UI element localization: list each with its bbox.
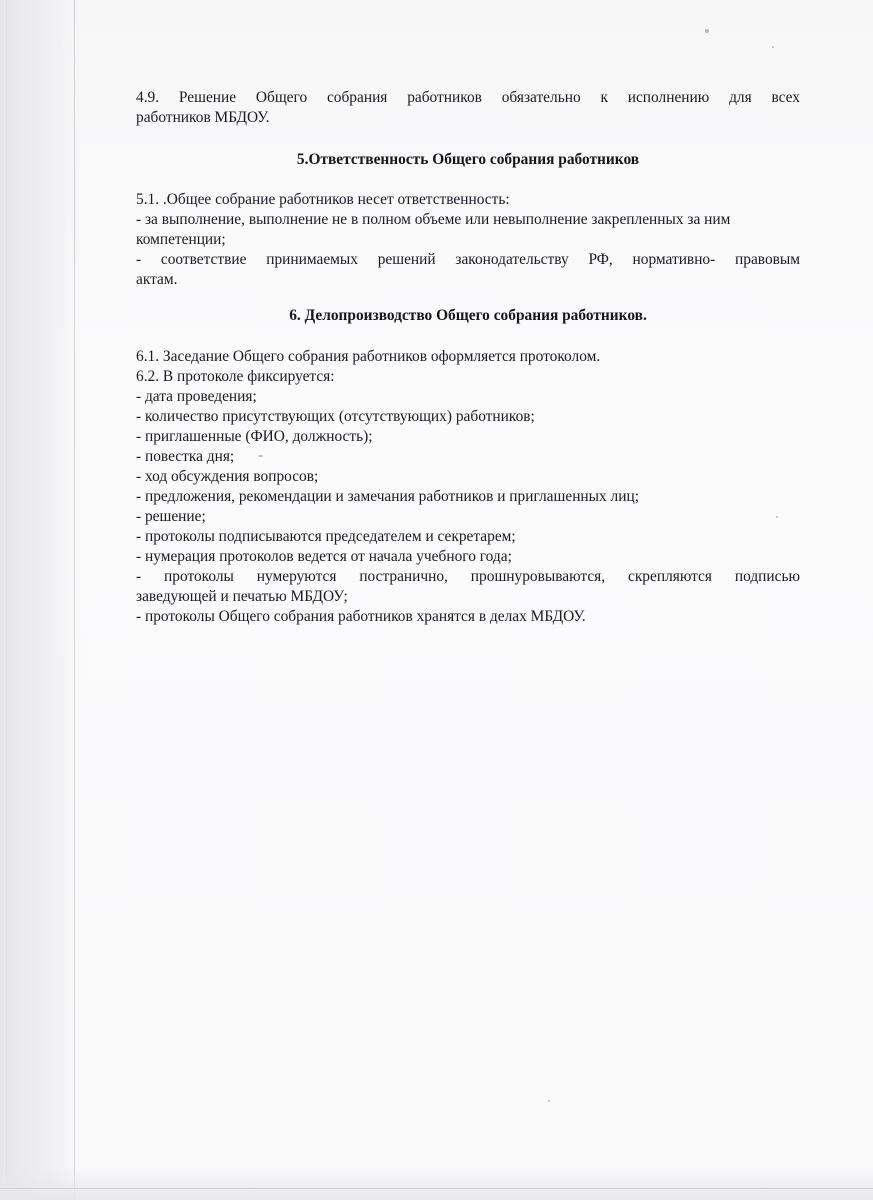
list-item-protocols-line2: заведующей и печатью МБДОУ; <box>136 588 348 605</box>
list-item: - предложения, рекомендации и замечания работников и приглашенных лиц; <box>136 488 639 505</box>
section-6-body <box>136 347 800 627</box>
scan-left-shadow <box>0 0 82 1200</box>
list-item: - повестка дня; <box>136 448 235 465</box>
list-item-storage: - протоколы Общего собрания работников хранятся в делах МБДОУ. <box>136 608 586 625</box>
list-item: - решение; <box>136 508 206 525</box>
list-item: - дата проведения; <box>136 388 257 405</box>
section-5-heading: 5.Ответственность Общего собрания работников <box>296 151 640 168</box>
paragraph-6-1: 6.1. Заседание Общего собрания работников оформляется протоколом. <box>136 348 601 365</box>
list-item: - протоколы подписываются председателем и секретарем; <box>136 528 516 545</box>
scan-edge-line <box>6 0 7 1200</box>
paragraph-5-3-line2: актам. <box>136 271 178 288</box>
paragraph-6-2: 6.2. В протоколе фиксируется: <box>136 368 335 385</box>
paragraph-5-3-line1: - соответствие принимаемых решений законодательству РФ, нормативно- правовым <box>136 251 800 268</box>
paragraph-5-2-line2: компетенции; <box>136 231 226 248</box>
list-item: - нумерация протоколов ведется от начала учебного года; <box>136 548 512 565</box>
scan-speck <box>772 46 774 48</box>
paragraph-4-9-line2: работников МБДОУ. <box>136 109 270 126</box>
list-item: - ход обсуждения вопросов; <box>136 468 319 485</box>
scan-speck <box>548 1100 550 1102</box>
list-item: - количество присутствующих (отсутствующих) работников; <box>136 408 535 425</box>
paragraph-5-1: 5.1. .Общее собрание работников несет ответственность: <box>136 191 510 208</box>
paragraph-4-9-line1: 4.9. Решение Общего собрания работников обязательно к исполнению для всех <box>136 89 800 106</box>
paragraph-5-2-line1: - за выполнение, выполнение не в полном объеме или невыполнение закрепленных за ним <box>136 211 731 228</box>
list-item: - приглашенные (ФИО, должность); <box>136 428 373 445</box>
list-item-protocols-line1: - протоколы нумеруются постранично, прошнуровываются, скрепляются подписью <box>136 568 800 585</box>
scan-bottom-shadow <box>0 1166 873 1200</box>
scan-speck <box>705 29 709 33</box>
section-5-body <box>136 190 800 290</box>
paragraph-4-9 <box>136 88 800 128</box>
scan-fold-line <box>74 0 75 1200</box>
section-6-heading: 6. Делопроизводство Общего собрания работников. <box>289 307 647 324</box>
scan-bottom-line <box>0 1188 873 1189</box>
